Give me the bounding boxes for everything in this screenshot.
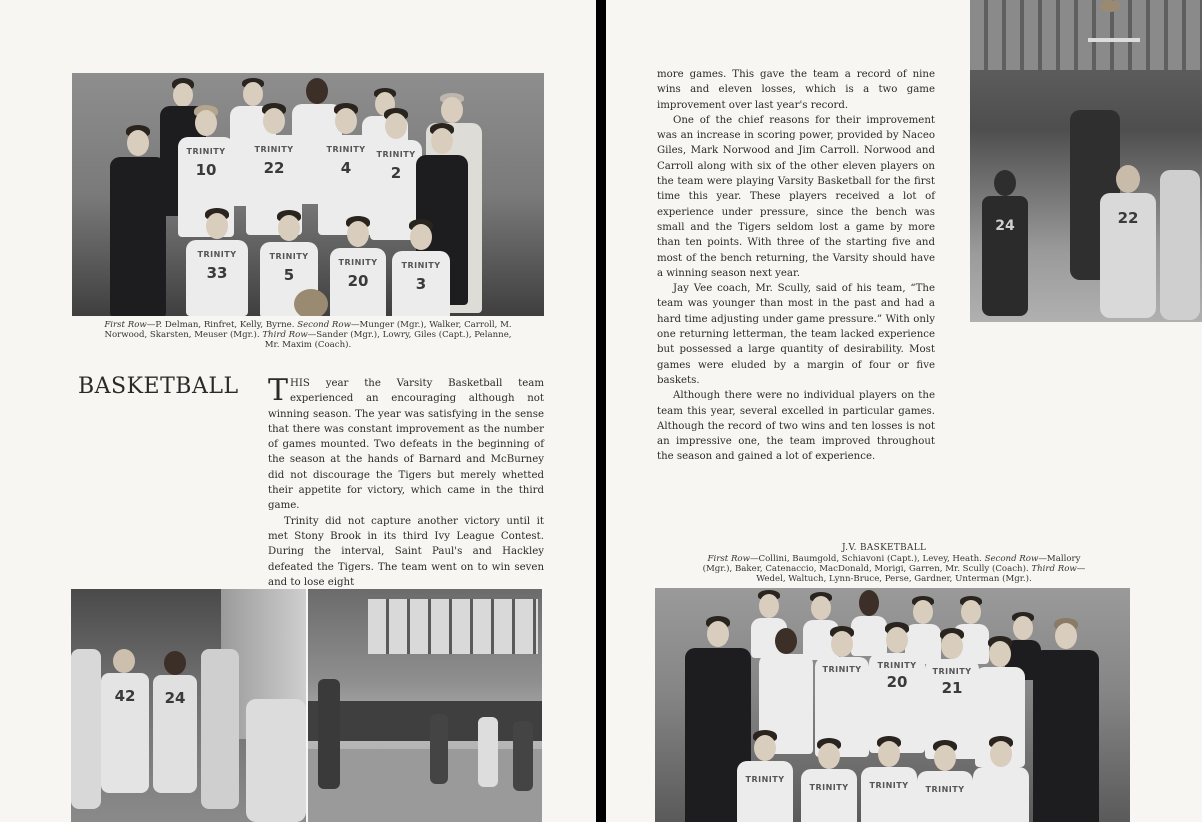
jersey-word: TRINITY [197, 250, 237, 259]
jersey-word: TRINITY [254, 145, 294, 154]
jersey-number: 22 [263, 159, 285, 177]
jersey-number: 4 [340, 159, 352, 177]
article-paragraph: Although there were no individual players on the team this year, several excelled in particular games. Although the record of two wins and ten losses is not an impressive one, the team improved throughout the season and gained a lot of experience. [657, 390, 935, 463]
article-column-right [657, 67, 935, 465]
jersey-number: 24 [164, 689, 186, 707]
jersey-number: 2 [390, 164, 402, 182]
jersey-word: TRINITY [932, 667, 972, 676]
jersey-number: 24 [995, 218, 1015, 234]
jv-player [973, 736, 1029, 822]
varsity-team-photo [72, 73, 544, 316]
jersey-word: TRINITY [925, 785, 965, 794]
page-title: BASKETBALL [78, 374, 239, 399]
game-photo-gym [308, 589, 542, 822]
game-player [430, 714, 448, 784]
jersey-number: 42 [114, 687, 136, 705]
jersey-word: TRINITY [745, 775, 785, 784]
gym-wall [970, 0, 1202, 70]
jersey-word: TRINITY [869, 781, 909, 790]
jersey-number: 20 [347, 272, 369, 290]
caption-first-row-label: First Row [707, 554, 750, 564]
game-photo-left [71, 589, 306, 822]
court-floor [308, 749, 542, 822]
left-page [0, 0, 596, 822]
jv-player [801, 738, 857, 822]
jersey-number: 10 [195, 161, 217, 179]
caption-third-row-label: Third Row [262, 330, 308, 340]
article-paragraph: Trinity did not capture another victory until it met Stony Brook in its third Ivy League Contest. During the interval, Saint Paul's and Hackley defeated the Tigers. The team went on to win seven and to lose eight [268, 515, 544, 588]
game-player [246, 699, 306, 822]
article-column-left [268, 373, 544, 590]
varsity-manager [110, 125, 166, 316]
jersey-word: TRINITY [809, 783, 849, 792]
jersey-word: TRINITY [326, 145, 366, 154]
jersey-number: 20 [886, 673, 908, 691]
drop-cap: T [268, 373, 289, 408]
jersey-word: TRINITY [186, 147, 226, 156]
caption-first-row-names: —P. Delman, Rinfret, Kelly, Byrne. [146, 320, 295, 330]
varsity-player [184, 208, 250, 316]
caption-second-row-label: Second Row [297, 320, 351, 330]
game-player [71, 649, 101, 809]
game-player [318, 679, 340, 789]
game-player [478, 717, 498, 787]
action-photo [970, 0, 1202, 322]
article-paragraph: Jay Vee coach, Mr. Scully, said of his team, “The team was younger than most in the past and had a hard time adjusting under game pressure.” With only one returning letterman, the team lacked experience but possessed a large quantity of desirability. Most games were eluded by a margin of four or five baskets. [657, 283, 935, 386]
jersey-number: 3 [415, 275, 427, 293]
right-page [606, 0, 1202, 822]
article-paragraph: more games. This gave the team a record of nine wins and eleven losses, which is a two game improvement over last year's record. [657, 69, 935, 111]
caption-third-row-label: Third Row [1031, 564, 1077, 574]
caption-first-row-label: First Row [104, 320, 147, 330]
jv-coach [1033, 618, 1099, 822]
varsity-player [328, 216, 388, 316]
jv-player [737, 730, 793, 822]
jersey-word: TRINITY [269, 252, 309, 261]
game-player [513, 721, 533, 791]
varsity-player [390, 219, 452, 316]
jersey-number: 33 [206, 264, 228, 282]
game-player [982, 170, 1028, 320]
jersey-word: TRINITY [376, 150, 416, 159]
caption-third-row-names: —Wedel, Waltuch, Lynn-Bruce, Perse, Gardner, Unterman (Mgr.). [756, 564, 1086, 584]
caption-second-row-label: Second Row [984, 554, 1039, 564]
jersey-word: TRINITY [401, 261, 441, 270]
jersey-word: TRINITY [822, 665, 862, 674]
caption-third-row-names: —Sander (Mgr.), Lowry, Giles (Capt.), Pelanne, Mr. Maxim (Coach). [264, 330, 512, 350]
article-paragraph: HIS year the Varsity Basketball team experienced an encouraging although not winning season. The year was satisfying in the sense that there was constant improvement as the number of games mounted. Two defeats in the beginning of the season at the hands of Barnard and McBurney did not discourage the Tigers but merely whetted their appetite for victory, which came in the third game. [268, 378, 544, 512]
basketball [1100, 0, 1120, 12]
caption-second-row-names: —Mallory (Mgr.), Baker, Catenaccio, MacDonald, Morigi, Garren, Mr. Scully (Coach). [702, 554, 1081, 574]
jersey-word: TRINITY [338, 258, 378, 267]
game-player [153, 651, 197, 811]
jersey-number: 21 [941, 679, 963, 697]
game-player [1160, 170, 1200, 320]
jersey-word: TRINITY [877, 661, 917, 670]
varsity-photo-caption [100, 320, 516, 350]
gym-windows [368, 599, 538, 654]
caption-first-row-names: —Collini, Baumgold, Schiavoni (Capt.), Levey, Heath. [749, 554, 982, 564]
jv-player [917, 740, 973, 822]
basketball [294, 289, 328, 316]
hoop [1088, 38, 1140, 42]
jersey-number: 5 [283, 266, 295, 284]
jv-heading: J.V. BASKETBALL [842, 543, 927, 553]
jv-team-photo [655, 588, 1130, 822]
game-player [101, 649, 149, 819]
jv-photo-caption [692, 554, 1096, 584]
game-player [1100, 165, 1156, 322]
jersey-number: 22 [1117, 209, 1139, 227]
caption-second-row-names: —Munger (Mgr.), Walker, Carroll, M. Norwood, Skarsten, Meuser (Mgr.). [104, 320, 512, 340]
jv-player [861, 736, 917, 822]
article-paragraph: One of the chief reasons for their improvement was an increase in scoring power, provided by Naceo Giles, Mark Norwood and Jim Carroll. Norwood and Carroll along with six of the other eleven players on the team were playing Varsity Basketball for the first time this year. These players received a lot of experience under pressure, since the bench was small and the Tigers seldom lost a game by more than ten points. With three of the starting five and most of the bench returning, the Varsity should have a winning season next year. [657, 114, 935, 279]
game-player [201, 649, 239, 809]
bleachers [308, 701, 542, 741]
